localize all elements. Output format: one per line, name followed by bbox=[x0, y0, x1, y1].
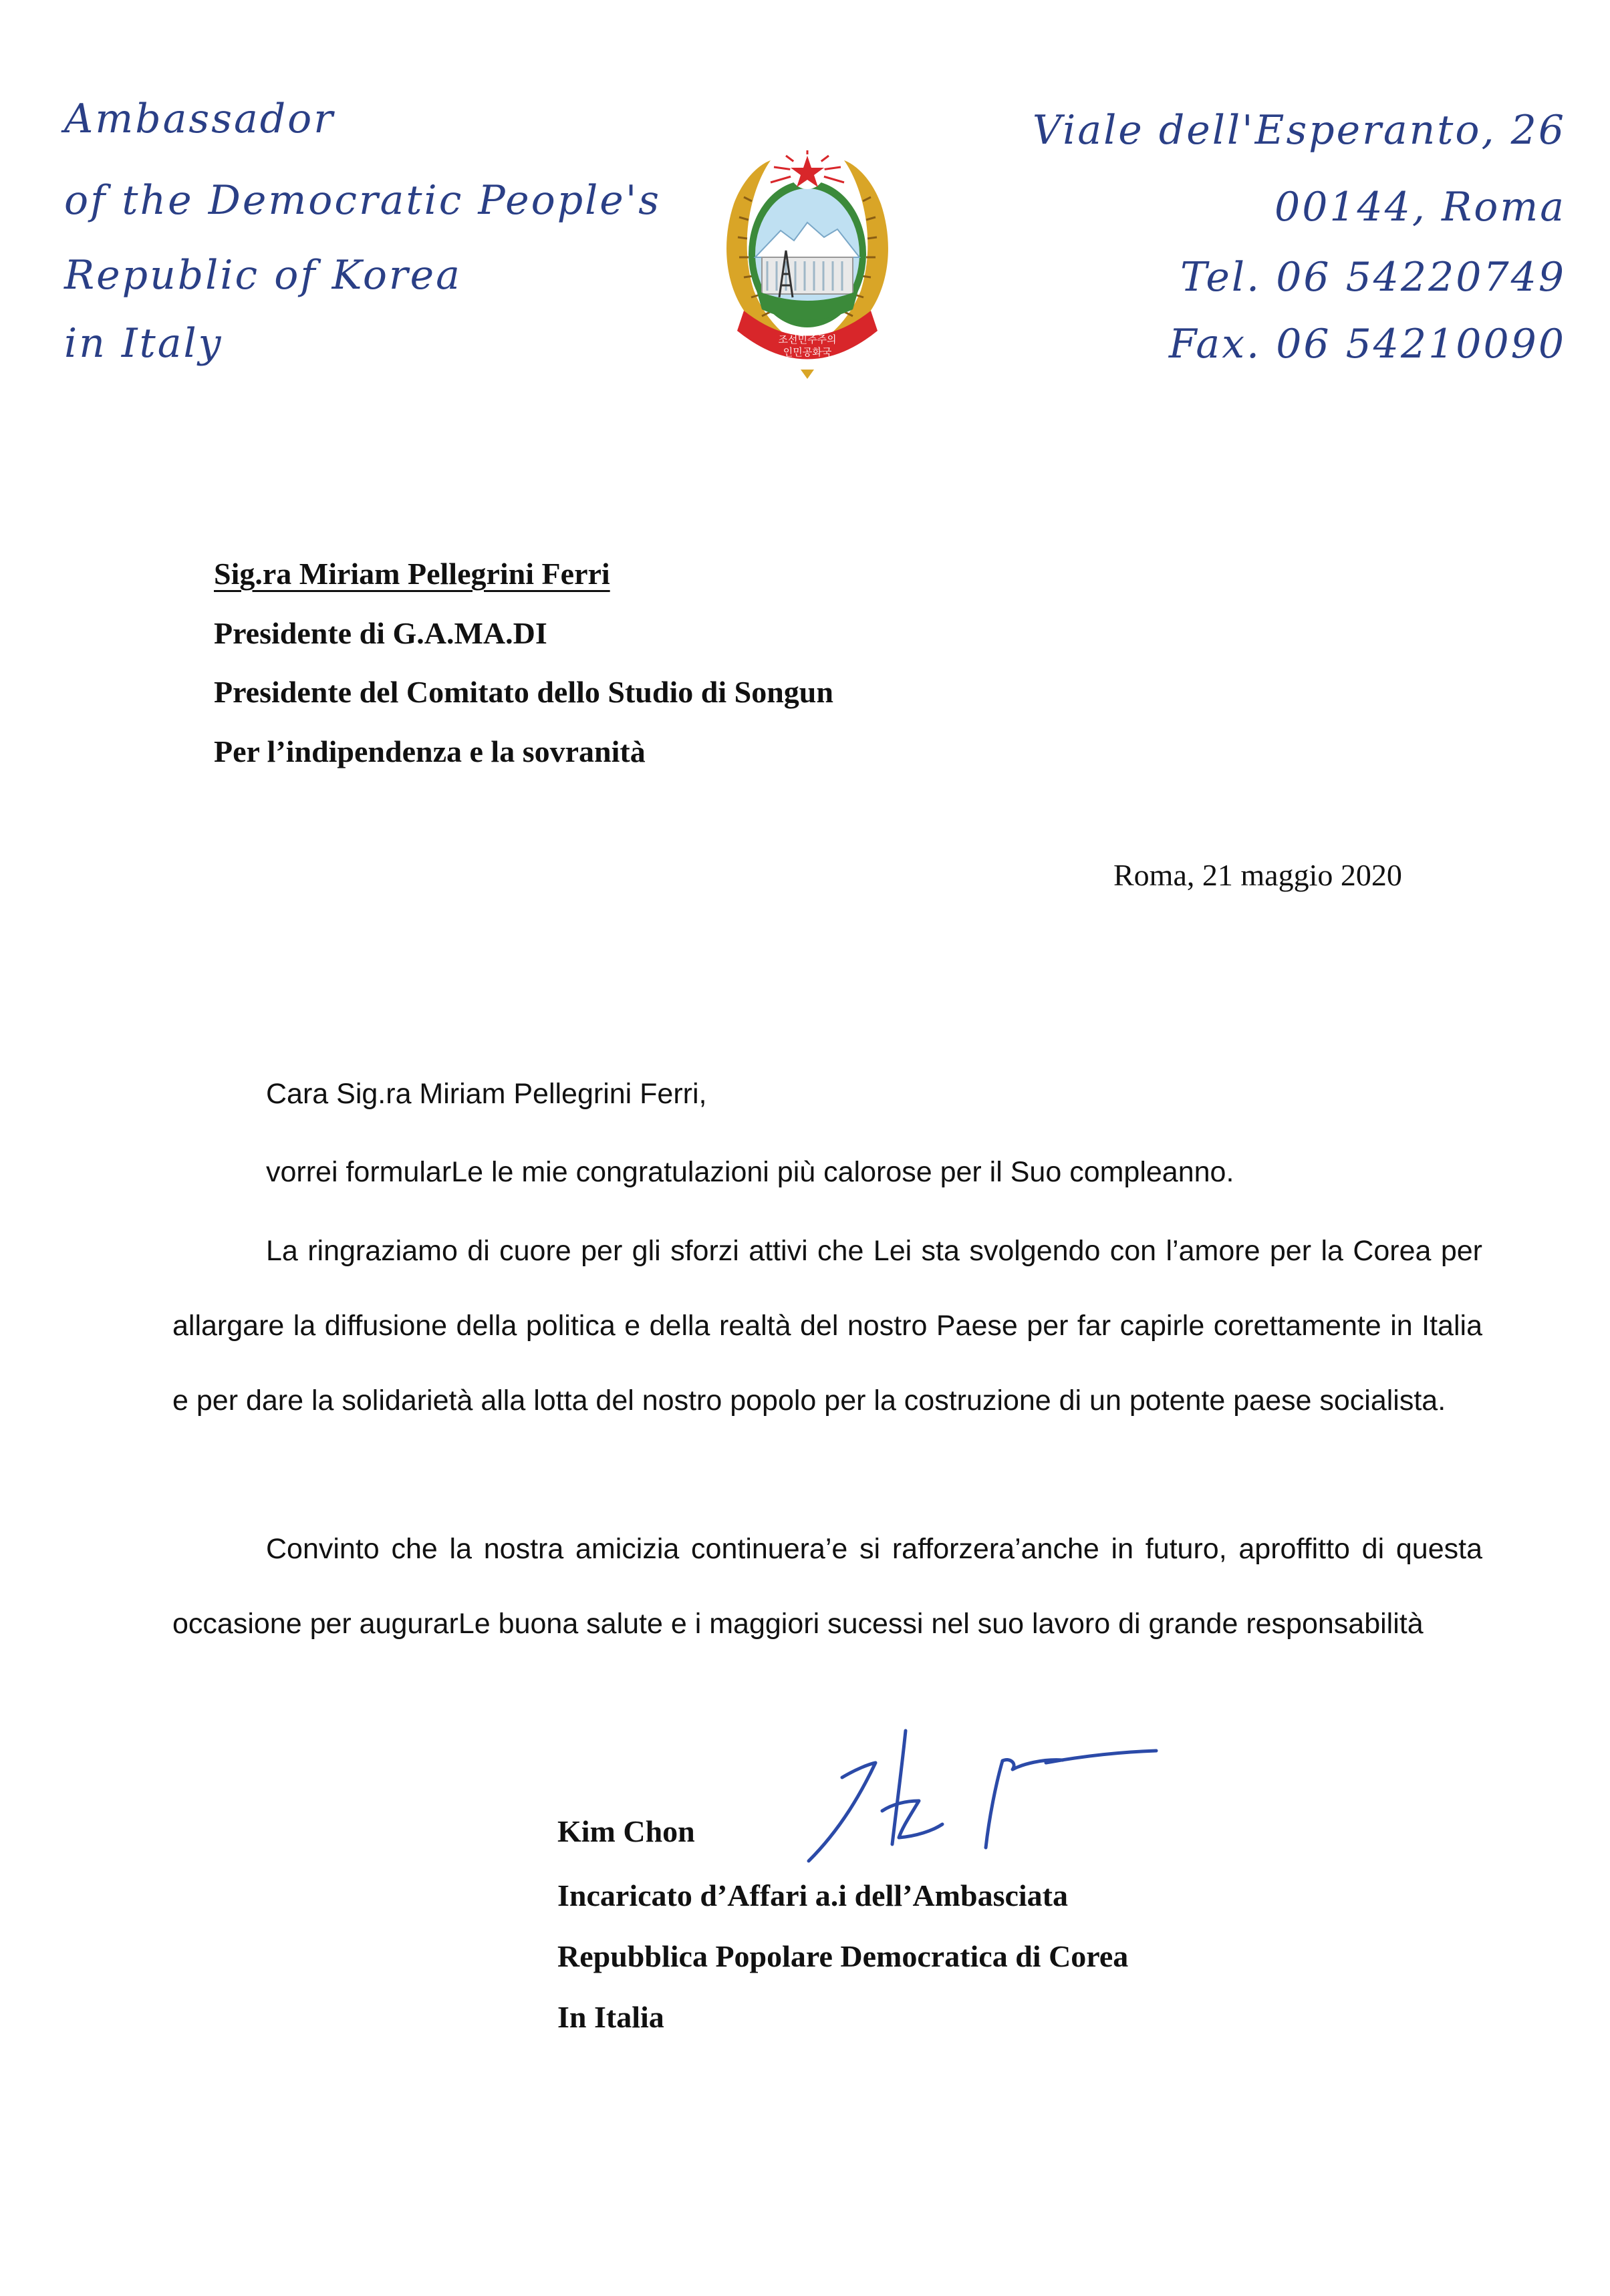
signatory-title-3: In Italia bbox=[557, 2000, 664, 2034]
letterhead-left-line-4: in Italy bbox=[64, 320, 223, 367]
recipient-line-1: Presidente di G.A.MA.DI bbox=[214, 616, 547, 650]
recipient-line-2: Presidente del Comitato dello Studio di Songun bbox=[214, 675, 833, 709]
handwritten-signature bbox=[782, 1711, 1170, 1871]
emblem-dam bbox=[762, 257, 853, 294]
signatory-title-1: Incaricato d’Affari a.i dell’Ambasciata bbox=[557, 1878, 1068, 1912]
letterhead-left-line-2: of the Democratic People's bbox=[64, 177, 662, 224]
recipient-line-3: Per l’indipendenza e la sovranità bbox=[214, 734, 646, 768]
letterhead-left-line-1: Ambassador bbox=[64, 96, 335, 142]
signatory-name: Kim Chon bbox=[557, 1814, 695, 1848]
paragraph-2: La ringraziamo di cuore per gli sforzi attivi che Lei sta svolgendo con l’amore per la Corea per allargare la diffusione della politica e della realtà del nostro Paese per far capirle corettamente in Italia e per dare la solidarietà alla lotta del nostro popolo per la costruzione di un potente paese socialista. bbox=[172, 1235, 1482, 1417]
recipient-name: Sig.ra Miriam Pellegrini Ferri bbox=[214, 557, 610, 591]
emblem-ribbon-text-1: 조선민주주의 bbox=[778, 333, 837, 345]
letter-date: Roma, 21 maggio 2020 bbox=[1113, 858, 1402, 892]
letterhead-left-line-3: Republic of Korea bbox=[64, 252, 462, 299]
letterhead-address: Viale dell'Esperanto, 26 bbox=[1032, 107, 1566, 154]
national-emblem bbox=[707, 130, 908, 388]
paragraph-3: Convinto che la nostra amicizia continuera’e si rafforzera’anche in futuro, aproffitto di questa occasione per augurarLe buona salute e i maggiori sucessi nel suo lavoro di grande responsabilità bbox=[172, 1533, 1482, 1640]
paragraph-1: vorrei formularLe le mie congratulazioni più calorose per il Suo compleanno. bbox=[266, 1156, 1234, 1188]
greeting: Cara Sig.ra Miriam Pellegrini Ferri, bbox=[266, 1078, 707, 1110]
letterhead-phone: Tel. 06 54220749 bbox=[1180, 254, 1566, 301]
emblem-ribbon-text-2: 인민공화국 bbox=[783, 346, 832, 358]
letterhead-fax: Fax. 06 54210090 bbox=[1168, 321, 1566, 368]
signatory-title-2: Repubblica Popolare Democratica di Corea bbox=[557, 1939, 1129, 1973]
letterhead-postcode: 00144, Roma bbox=[1274, 184, 1566, 231]
